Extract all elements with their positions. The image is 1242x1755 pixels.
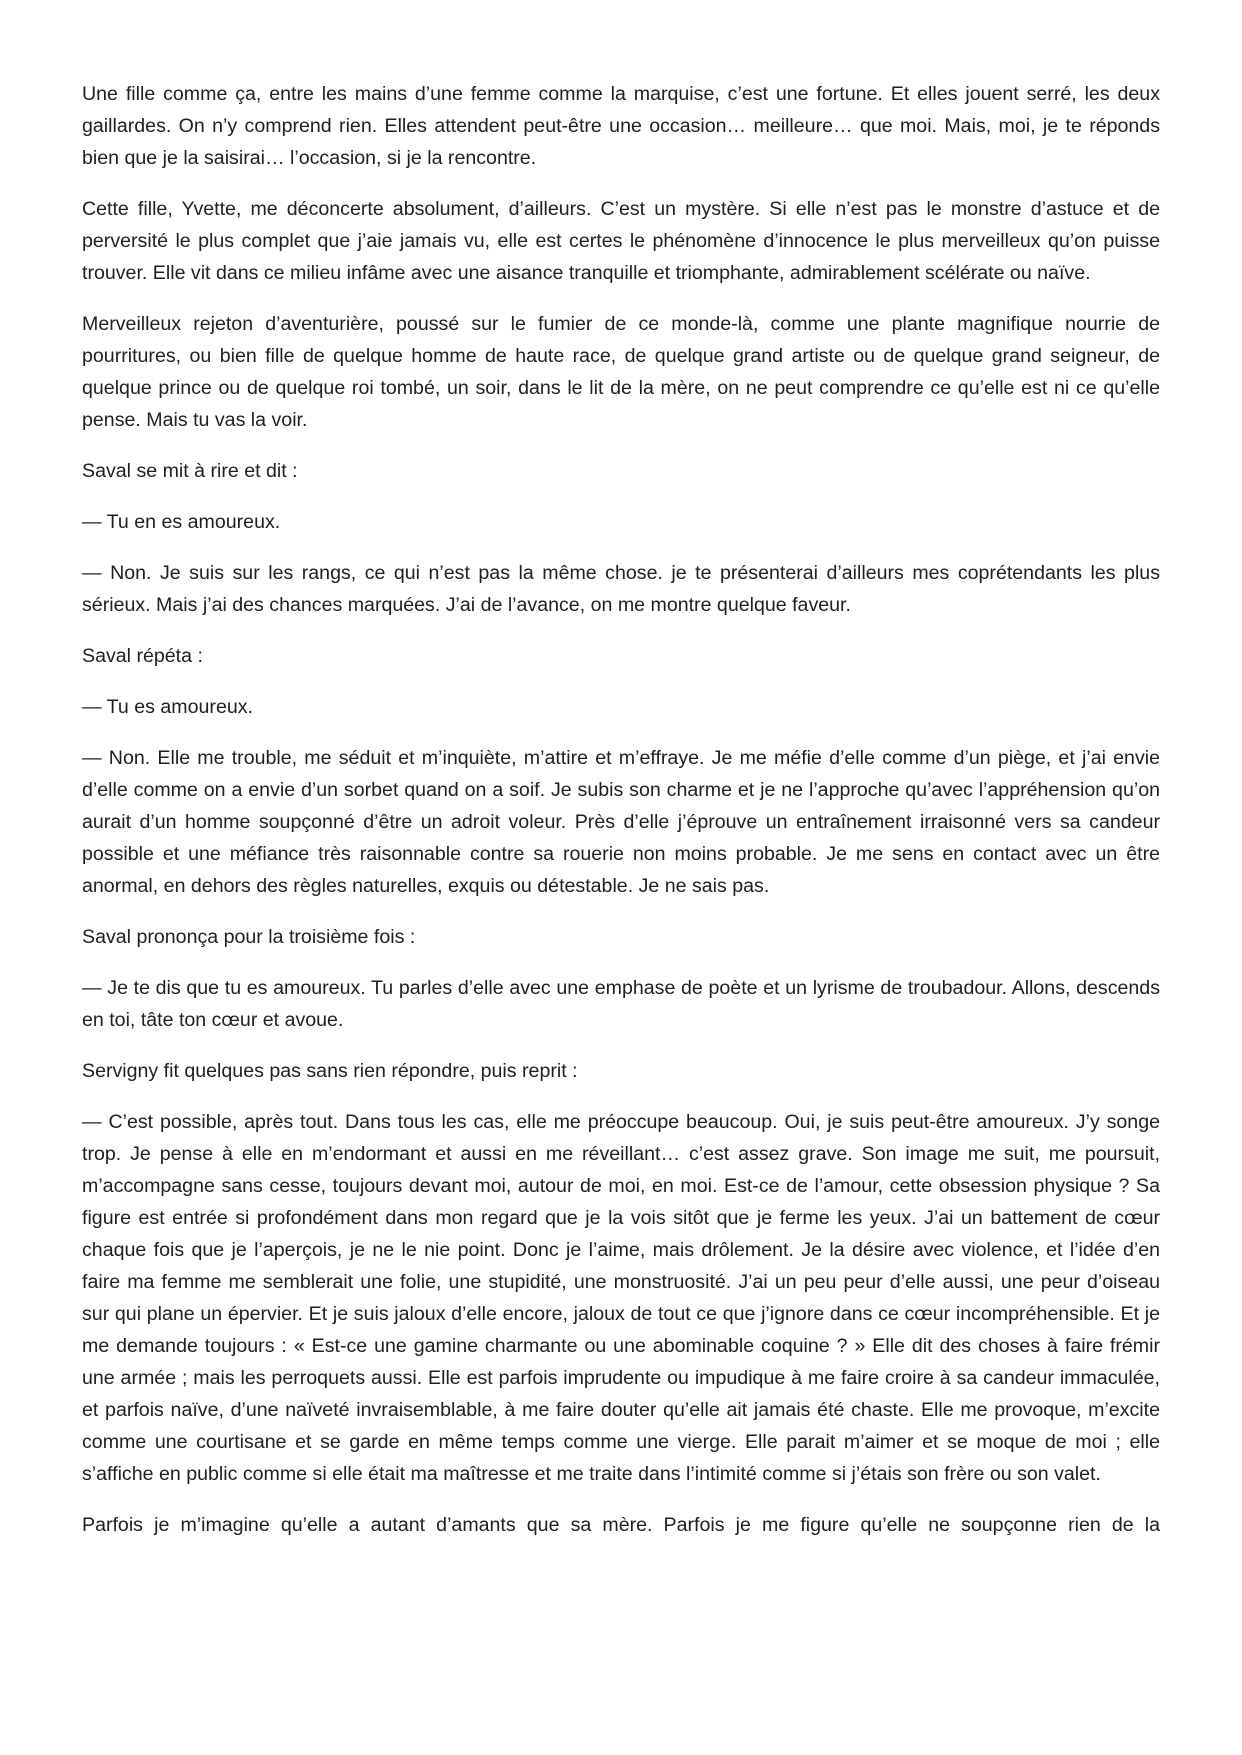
paragraph-6: — Non. Je suis sur les rangs, ce qui n’est pas la même chose. je te présenterai d’ailleurs mes coprétendants les plus sérieux. Mais j’ai des chances marquées. J’ai de l’avance, on me montre quelque faveur. (82, 562, 1160, 616)
paragraph-2: Cette fille, Yvette, me déconcerte absolument, d’ailleurs. C’est un mystère. Si elle n’est pas le monstre d’astuce et de perversité le plus complet que j’aie jamais vu, elle est certes le phénomène d’innocence le plus merveilleux qu’on puisse trouver. Elle vit dans ce milieu infâme avec une aisance tranquille et triomphante, admirablement scélérate ou naïve. (82, 198, 1160, 284)
paragraph-3: Merveilleux rejeton d’aventurière, poussé sur le fumier de ce monde-là, comme une plante magnifique nourrie de pourritures, ou bien fille de quelque homme de haute race, de quelque grand artiste ou de quelque grand seigneur, de quelque prince ou de quelque roi tombé, un soir, dans le lit de la mère, on ne peut comprendre ce qu’elle est ni ce qu’elle pense. Mais tu vas la voir. (82, 313, 1160, 431)
paragraph-4: Saval se mit à rire et dit : (82, 460, 298, 482)
paragraph-13: — C’est possible, après tout. Dans tous les cas, elle me préoccupe beaucoup. Oui, je suis peut-être amoureux. J’y songe trop. Je pense à elle en m’endormant et aussi en me réveillant… c’est assez grave. Son image me suit, me poursuit, m’accompagne sans cesse, toujours devant moi, autour de moi, en moi. Est-ce de l’amour, cette obsession physique ? Sa figure est entrée si profondément dans mon regard que je la vois sitôt que je ferme les yeux. J’ai un battement de cœur chaque fois que je l’aperçois, je ne le nie point. Donc je l’aime, mais drôlement. Je la désire avec violence, et l’idée d’en faire ma femme me semblerait une folie, une stupidité, une monstruosité. J’ai un peu peur d’elle aussi, une peur d’oiseau sur qui plane un épervier. Et je suis jaloux d’elle encore, jaloux de tout ce que j’ignore dans ce cœur incompréhensible. Et je me demande toujours : « Est-ce une gamine charmante ou une abominable coquine ? » Elle dit des choses à faire frémir une armée ; mais les perroquets aussi. Elle est parfois imprudente ou impudique à me faire croire à sa candeur immaculée, et parfois naïve, d’une naïveté invraisemblable, à me faire douter qu’elle ait jamais été chaste. Elle me provoque, m’excite comme une courtisane et se garde en même temps comme une vierge. Elle parait m’aimer et se moque de moi ; elle s’affiche en public comme si elle était ma maîtresse et me traite dans l’intimité comme si j’étais son frère ou son valet. (82, 1111, 1160, 1485)
paragraph-14: Parfois je m’imagine qu’elle a autant d’amants que sa mère. Parfois je me figure qu’elle ne soupçonne rien de la (82, 1514, 1160, 1536)
paragraph-7: Saval répéta : (82, 645, 203, 667)
paragraph-1: Une fille comme ça, entre les mains d’une femme comme la marquise, c’est une fortune. Et elles jouent serré, les deux gaillardes. On n’y comprend rien. Elles attendent peut-être une occasion… meilleure… que moi. Mais, moi, je te réponds bien que je la saisirai… l’occasion, si je la rencontre. (82, 83, 1160, 169)
paragraph-5: — Tu en es amoureux. (82, 511, 281, 533)
paragraph-10: Saval prononça pour la troisième fois : (82, 926, 416, 948)
document-page (82, 78, 1160, 1541)
paragraph-11: — Je te dis que tu es amoureux. Tu parles d’elle avec une emphase de poète et un lyrisme de troubadour. Allons, descends en toi, tâte ton cœur et avoue. (82, 977, 1160, 1031)
paragraph-9: — Non. Elle me trouble, me séduit et m’inquiète, m’attire et m’effraye. Je me méfie d’elle comme d’un piège, et j’ai envie d’elle comme on a envie d’un sorbet quand on a soif. Je subis son charme et je ne l’approche qu’avec l’appréhension qu’on aurait d’un homme soupçonné d’être un adroit voleur. Près d’elle j’éprouve un entraînement irraisonné vers sa candeur possible et une méfiance très raisonnable contre sa rouerie non moins probable. Je me sens en contact avec un être anormal, en dehors des règles naturelles, exquis ou détestable. Je ne sais pas. (82, 747, 1160, 897)
paragraph-12: Servigny fit quelques pas sans rien répondre, puis reprit : (82, 1060, 578, 1082)
paragraph-8: — Tu es amoureux. (82, 696, 253, 718)
